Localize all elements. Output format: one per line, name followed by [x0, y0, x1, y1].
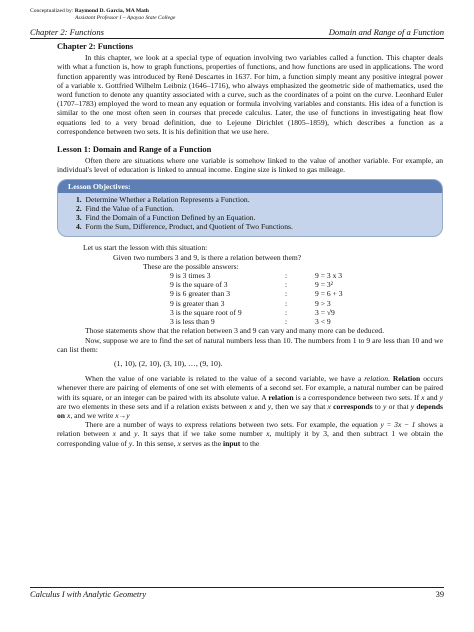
page-body — [57, 42, 443, 448]
running-section-title: Domain and Range of a Function — [328, 27, 444, 37]
relation-row: 3 is the square root of 9 : 3 = √9 — [170, 307, 335, 317]
lesson-intro-paragraph: Often there are situations where one variable is somehow linked to the value of another variable. For example, an individual's level of education is linked to annual income. Engine size is linked to gas mileage. — [57, 156, 443, 175]
objective-item: 2. Find the Value of a Function. — [76, 203, 174, 213]
objective-item: 4. Form the Sum, Difference, Product, and Quotient of Two Functions. — [76, 221, 293, 231]
relation-row: 9 is the square of 3 : 9 = 3² — [170, 280, 333, 290]
footer-course-title: Calculus I with Analytic Geometry — [30, 590, 147, 599]
situation-question: Given two numbers 3 and 9, is there a relation between them? — [113, 252, 302, 262]
relation-definition-paragraph: When the value of one variable is related to the value of a second variable, we have a relation. Relation occurs whenever there are pairing of elements of one set with elements of a second set. For example, a natural number can be paired with its square, or an integer can be paired with its absolute value. A relation is a correspondence between two sets. If x and y are two elements in these sets and if a relation exists between x and y, then we say that x corresponds to y or that y depends on x, and we write x→y — [57, 374, 444, 420]
objective-item: 1. Determine Whether a Relation Represents a Function. — [76, 194, 250, 204]
objective-item: 3. Find the Domain of a Function Defined by an Equation. — [76, 212, 256, 222]
page-number: 39 — [435, 590, 444, 599]
credit-prefix: Conceptualized by: — [30, 8, 75, 14]
objectives-list — [58, 196, 442, 232]
page-footer — [30, 587, 444, 599]
relation-table — [170, 271, 343, 326]
relation-row: 3 is less than 9 : 3 < 9 — [170, 317, 331, 327]
author-position: Assistant Professor I – Apayao State College — [75, 14, 176, 21]
running-chapter-title: Chapter 2: Functions — [30, 27, 104, 37]
author-name: Raymond D. Garcia, MA Math — [74, 8, 149, 14]
situation-answers-label: These are the possible answers: — [143, 261, 239, 271]
chapter-intro-paragraph: In this chapter, we look at a special type of equation involving two variables called a function. This chapter deals with what a function is, how to graph functions, properties of functions, and how functions are used in applications. The word function apparently was introduced by René Descartes in 1637. For him, a function simply meant any positive integral power of a variable x. Gottfried Wilhelm Leibniz (1646–1716), who always emphasized the geometric side of mathematics, used the word function to denote any quantity associated with a curve, such as the coordinates of a point on the curve. Leonhard Euler (1707–1783) employed the word to mean any equation or formula involving variables and constants. His idea of a function is similar to the one most often seen in courses that precede calculus. Later, the use of functions in investigating heat flow equations led to a very broad definition, due to Lejeune Dirichlet (1805–1859), which describes a function as a correspondence between two sets. It is his definition that we use here. — [57, 53, 443, 136]
situation-intro: Let us start the lesson with this situation: — [83, 243, 208, 253]
relation-row: 9 is greater than 3 : 9 > 3 — [170, 298, 331, 308]
running-header — [30, 27, 444, 39]
relation-row: 9 is 6 greater than 3 : 9 = 6 + 3 — [170, 289, 343, 299]
ordered-pairs-list: (1, 10), (2, 10), (3, 10), …, (9, 10). — [114, 358, 223, 368]
author-credit — [30, 8, 175, 21]
relation-conclusion: Those statements show that the relation between 3 and 9 can vary and many more can be deduced. — [85, 326, 385, 336]
natural-numbers-paragraph: Now, suppose we are to find the set of natural numbers less than 10. The numbers from 1 to 9 are less than 10 and we can list them: — [57, 335, 443, 354]
relation-row: 9 is 3 times 3 : 9 = 3 x 3 — [170, 271, 343, 281]
relation-equation-paragraph: There are a number of ways to express relations between two sets. For example, the equation y = 3x − 1 shows a relation between x and y. It says that if we take some number x, multiply it by 3, and then subtract 1 we obtain the corresponding value of y. In this sense, x serves as the input to the — [57, 420, 443, 448]
lesson-objectives-box — [57, 179, 443, 238]
objectives-heading: Lesson Objectives: — [58, 180, 442, 193]
chapter-heading: Chapter 2: Functions — [57, 42, 134, 51]
lesson-heading: Lesson 1: Domain and Range of a Function — [57, 145, 212, 155]
